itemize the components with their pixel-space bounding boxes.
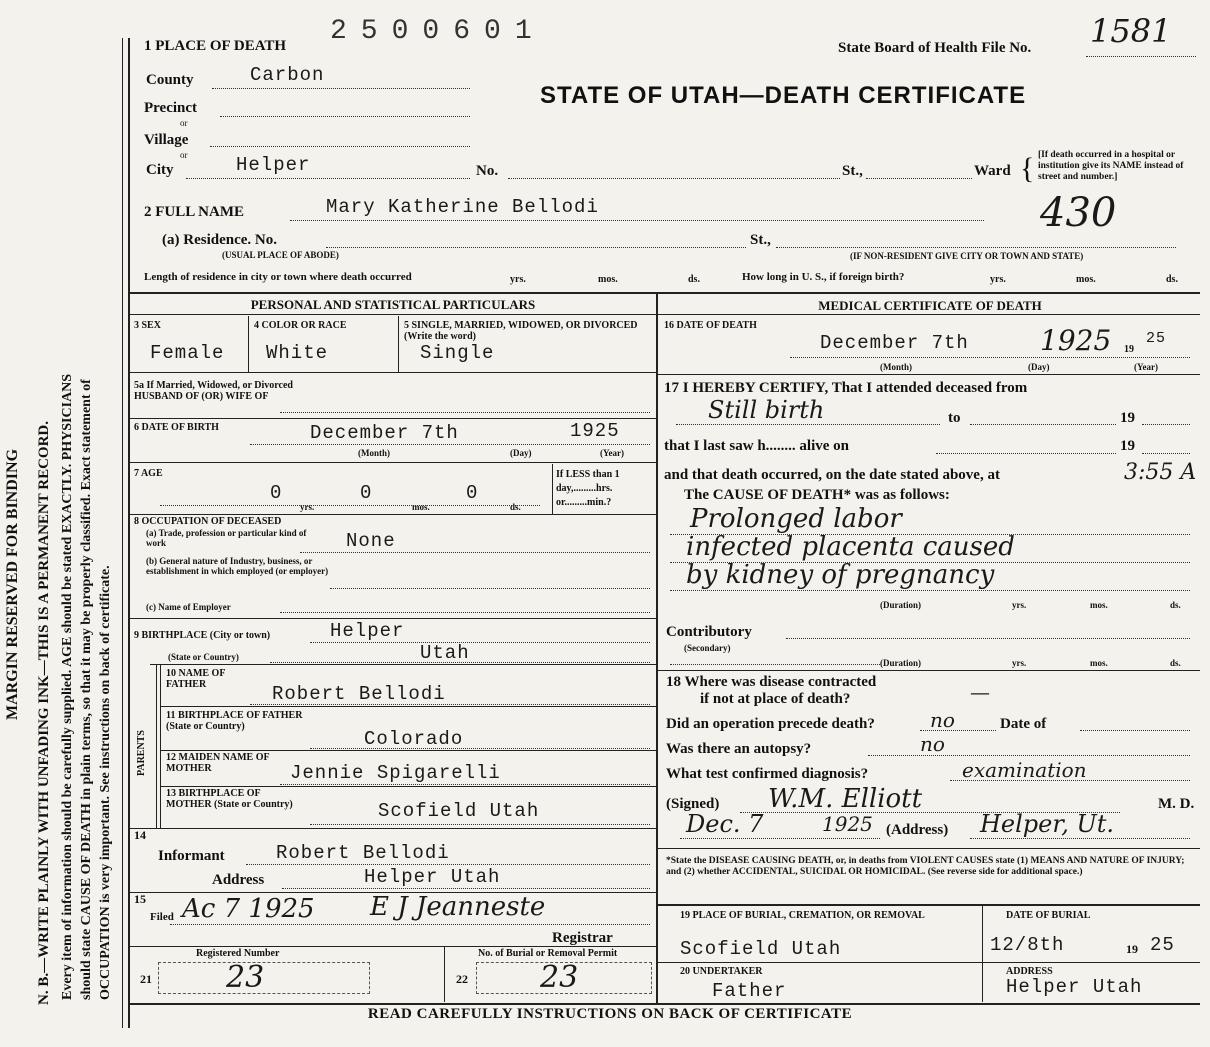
- last-saw-label: that I last saw h........ alive on: [664, 438, 850, 454]
- last-saw-line: [936, 453, 1116, 454]
- contributory-duration-label: (Duration): [880, 658, 921, 668]
- father-row-line: [160, 706, 656, 707]
- age-line: [160, 505, 540, 506]
- occupation-a-label: (a) Trade, profession or particular kind of work: [146, 528, 307, 548]
- mother-value: Jennie Spigarelli: [290, 762, 501, 784]
- mother-birthplace-value: Scofield Utah: [378, 800, 540, 822]
- dob-month-day: December 7th: [310, 422, 459, 444]
- row-5-line: [130, 372, 656, 373]
- informant-address-line: [282, 888, 650, 889]
- ward-note: [If death occurred in a hospital or institution give its NAME instead of street and number.]: [1038, 150, 1184, 182]
- us-mos: mos.: [1076, 274, 1096, 285]
- attended-from-value: Still birth: [708, 396, 825, 424]
- medical-title-line: [658, 314, 1200, 315]
- dob-year-caption: (Year): [600, 448, 624, 458]
- us-ds: ds.: [1166, 274, 1178, 285]
- upper-section-divider: [130, 292, 1200, 294]
- marital-value: Single: [420, 342, 495, 364]
- burial-place-value: Scofield Utah: [680, 938, 842, 960]
- operation-date-line: [1080, 730, 1190, 731]
- mother-birthplace-label: 13 BIRTHPLACE OF MOTHER (State or Country): [166, 788, 293, 810]
- precinct-line: [220, 116, 470, 117]
- left-border-line: [128, 38, 130, 1028]
- disease-contracted-label-2: if not at place of death?: [700, 691, 851, 707]
- attended-from-line: [676, 424, 940, 425]
- disease-contracted-label: 18 Where was disease contracted: [666, 674, 877, 690]
- informant-label: Informant: [158, 848, 225, 864]
- full-name-label: 2 FULL NAME: [144, 204, 245, 220]
- test-confirmed-label: What test confirmed diagnosis?: [666, 766, 869, 782]
- dob-day-caption: (Day): [510, 448, 532, 458]
- burial-place-label: 19 PLACE OF BURIAL, CREMATION, OR REMOVAL: [680, 910, 925, 921]
- us-residence-label: How long in U. S., if foreign birth?: [742, 271, 905, 283]
- birthplace-city: Helper: [330, 620, 405, 642]
- burial-century: 19: [1126, 942, 1138, 956]
- sex-label: 3 SEX: [134, 320, 161, 331]
- binding-margin-note: MARGIN RESERVED FOR BINDING: [4, 448, 21, 720]
- race-marital-divider: [398, 316, 399, 372]
- autopsy-value: no: [920, 732, 945, 756]
- test-confirmed-value: examination: [962, 758, 1087, 782]
- age-years: 0: [270, 482, 283, 504]
- last-saw-year-line: [1142, 453, 1190, 454]
- margin-instruction-3: should state CAUSE OF DEATH in plain terms, so that it may be properly classified. Exact statement of: [79, 379, 94, 1000]
- medical-section-title: MEDICAL CERTIFICATE OF DEATH: [818, 298, 1042, 313]
- physician-address-line: [970, 838, 1190, 839]
- city-value: Helper: [236, 154, 311, 176]
- attended-to-year-line: [1142, 424, 1190, 425]
- father-birthplace-label: 11 BIRTHPLACE OF FATHER (State or Country): [166, 710, 303, 732]
- cause-duration-mos: mos.: [1090, 600, 1108, 610]
- certificate-number: 2500601: [330, 16, 546, 47]
- date-of-death-year-typed: 25: [1146, 330, 1167, 347]
- mother-row-line: [160, 786, 656, 787]
- cause-duration-label: (Duration): [880, 600, 921, 610]
- street-number-line: [508, 178, 840, 179]
- date-of-death-label: 16 DATE OF DEATH: [664, 320, 757, 331]
- age-yrs-caption: yrs.: [300, 502, 315, 512]
- occupation-b-line: [330, 588, 650, 589]
- us-yrs: yrs.: [990, 274, 1006, 285]
- birthplace-state-label: (State or Country): [168, 652, 239, 662]
- ward-brace: {: [1020, 152, 1035, 185]
- undertaker-value: Father: [712, 980, 787, 1002]
- certificate-title: STATE OF UTAH—DEATH CERTIFICATE: [540, 82, 1027, 109]
- full-name-value: Mary Katherine Bellodi: [326, 196, 599, 218]
- race-value: White: [266, 342, 329, 364]
- age-months: 0: [360, 482, 373, 504]
- county-line: [212, 88, 470, 89]
- ward-number-value: 430: [1040, 190, 1117, 236]
- item-14-number: 14: [134, 828, 146, 842]
- operation-label: Did an operation precede death?: [666, 716, 875, 732]
- registrar-label: Registrar: [552, 930, 613, 946]
- test-confirmed-line: [950, 780, 1190, 781]
- father-line: [250, 704, 650, 705]
- bottom-border-line: [130, 1003, 1200, 1005]
- residence-ds: ds.: [688, 274, 700, 285]
- street-number-label: No.: [476, 163, 499, 179]
- full-name-line: [290, 220, 984, 221]
- mother-label: 12 MAIDEN NAME OF MOTHER: [166, 752, 270, 774]
- parents-label: PARENTS: [136, 730, 147, 776]
- burial-top-line: [658, 904, 1200, 906]
- mother-birthplace-line: [310, 824, 650, 825]
- residence-mos: mos.: [598, 274, 618, 285]
- informant-value: Robert Bellodi: [276, 842, 450, 864]
- cause-line-2: infected placenta caused: [686, 532, 1015, 562]
- dod-month-caption: (Month): [880, 362, 912, 372]
- attended-to-label: to: [948, 410, 961, 426]
- age-label: 7 AGE: [134, 468, 163, 479]
- center-column-divider: [656, 294, 658, 1004]
- death-occurred-label: and that death occurred, on the date stated above, at: [664, 467, 1000, 483]
- cause-of-death-label: The CAUSE OF DEATH* was as follows:: [684, 487, 950, 503]
- personal-title-line: [130, 314, 656, 315]
- age-ds-caption: ds.: [510, 502, 521, 512]
- dod-day-caption: (Day): [1028, 362, 1050, 372]
- contributory-line: [786, 638, 1190, 639]
- file-number-label: State Board of Health File No.: [838, 40, 1032, 56]
- abode-note: (USUAL PLACE OF ABODE): [222, 250, 339, 260]
- undertaker-address-value: Helper Utah: [1006, 976, 1143, 998]
- non-resident-note: (IF NON-RESIDENT GIVE CITY OR TOWN AND STATE): [850, 251, 1084, 261]
- cause-line-3-rule: [670, 590, 1190, 591]
- autopsy-line: [868, 755, 1190, 756]
- physician-address: Helper, Ut.: [980, 810, 1114, 838]
- informant-address-value: Helper Utah: [364, 866, 501, 888]
- sex-race-divider: [248, 316, 249, 372]
- dob-month-caption: (Month): [358, 448, 390, 458]
- village-label: Village: [144, 132, 189, 148]
- burial-permit-label: No. of Burial or Removal Permit: [478, 948, 618, 959]
- parents-bottom-line: [130, 828, 656, 829]
- date-of-death-month-day: December 7th: [820, 332, 969, 354]
- race-label: 4 COLOR OR RACE: [254, 320, 347, 331]
- burial-permit-value: 23: [540, 960, 579, 995]
- filed-label: Filed: [150, 911, 174, 923]
- city-label: City: [146, 162, 174, 178]
- residence-label: (a) Residence. No.: [162, 232, 277, 248]
- disease-contracted-value: —: [970, 680, 990, 704]
- undertaker-address-label: ADDRESS: [1006, 966, 1053, 977]
- less-than-day-label: If LESS than 1 day,.........hrs. or.........min.?: [556, 469, 620, 508]
- sign-date: Dec. 7: [686, 810, 764, 838]
- occupation-value: None: [346, 530, 396, 552]
- undertaker-label: 20 UNDERTAKER: [680, 966, 763, 977]
- row-9-line: [150, 664, 656, 665]
- residence-street-label: St.,: [750, 232, 771, 248]
- left-border-line-inner: [122, 38, 123, 1028]
- place-of-death-label: 1 PLACE OF DEATH: [144, 38, 287, 54]
- parents-inner-line: [160, 664, 161, 828]
- cause-footnote: *State the DISEASE CAUSING DEATH, or, in deaths from VIOLENT CAUSES state (1) MEANS AND NATURE OF INJURY; and (2) whether ACCIDENTAL, SUICIDAL OR HOMICIDAL. (See reverse side for additional space.): [666, 856, 1185, 877]
- birthplace-state: Utah: [420, 642, 470, 664]
- date-of-death-century: 19: [1124, 344, 1134, 355]
- physician-signature: W.M. Elliott: [768, 784, 923, 814]
- residence-line: [326, 247, 746, 248]
- time-of-death: 3:55 A: [1124, 460, 1197, 485]
- certify-statement: 17 I HEREBY CERTIFY, That I attended deceased from: [664, 380, 1028, 396]
- contributory-line-2: [670, 664, 880, 665]
- row-17-line: [658, 670, 1200, 671]
- row-5a-line: [130, 418, 656, 419]
- father-value: Robert Bellodi: [272, 683, 446, 705]
- file-number-line: [1086, 56, 1196, 57]
- burial-date-label: DATE OF BURIAL: [1006, 910, 1091, 921]
- contributory-duration-ds: ds.: [1170, 658, 1181, 668]
- autopsy-label: Was there an autopsy?: [666, 741, 812, 757]
- row-18-line: [658, 848, 1200, 849]
- spouse-label: 5a If Married, Widowed, or Divorced HUSBAND OF (OR) WIFE OF: [134, 380, 293, 402]
- or-text-1: or: [180, 118, 188, 128]
- occupation-a-line: [300, 552, 650, 553]
- row-16-line: [658, 374, 1200, 375]
- cause-duration-ds: ds.: [1170, 600, 1181, 610]
- row-7-line: [130, 514, 656, 515]
- father-birthplace-row-line: [160, 750, 656, 751]
- row-8-line: [130, 618, 656, 619]
- item-22-number: 22: [456, 972, 468, 986]
- last-saw-century: 19: [1120, 438, 1135, 454]
- registered-number-label: Registered Number: [196, 948, 280, 959]
- sign-date-line: [680, 838, 880, 839]
- filed-line: [170, 924, 650, 925]
- marital-label: 5 SINGLE, MARRIED, WIDOWED, OR DIVORCED (Write the word): [404, 320, 638, 342]
- margin-instruction-2: Every item of information should be carefully supplied. AGE should be stated EXACTLY. PHYSICIANS: [60, 373, 75, 1000]
- employer-line: [280, 612, 650, 613]
- parents-left-line: [156, 664, 157, 828]
- dob-year: 1925: [570, 420, 620, 442]
- sex-value: Female: [150, 342, 225, 364]
- or-text-2: or: [180, 150, 188, 160]
- ward-label: Ward: [974, 163, 1011, 179]
- row-15-line: [130, 946, 656, 947]
- physician-address-label: (Address): [886, 822, 949, 838]
- occupation-label: 8 OCCUPATION OF DECEASED: [134, 516, 282, 527]
- employer-label: (c) Name of Employer: [146, 602, 231, 612]
- item-21-number: 21: [140, 972, 152, 986]
- precinct-label: Precinct: [144, 100, 198, 116]
- cause-line-1: Prolonged labor: [690, 504, 902, 534]
- operation-line: [920, 730, 996, 731]
- registered-number-value: 23: [226, 960, 265, 995]
- reg-burial-divider: [444, 946, 445, 1002]
- attended-to-century: 19: [1120, 410, 1135, 426]
- birthplace-city-line: [310, 642, 650, 643]
- burial-divider: [982, 906, 983, 1002]
- county-label: County: [146, 72, 194, 88]
- signed-label: (Signed): [666, 796, 720, 812]
- birthplace-state-line: [270, 662, 650, 663]
- contributory-duration-yrs: yrs.: [1012, 658, 1027, 668]
- street-line: [866, 178, 972, 179]
- residence-yrs: yrs.: [510, 274, 526, 285]
- village-line: [210, 146, 470, 147]
- father-label: 10 NAME OF FATHER: [166, 668, 226, 690]
- dob-label: 6 DATE OF BIRTH: [134, 422, 219, 433]
- operation-value: no: [930, 708, 955, 732]
- secondary-label: (Secondary): [684, 643, 731, 653]
- father-birthplace-line: [310, 748, 650, 749]
- burial-year: 25: [1150, 934, 1175, 956]
- informant-address-label: Address: [212, 872, 265, 888]
- contributory-duration-mos: mos.: [1090, 658, 1108, 668]
- city-line: [186, 178, 470, 179]
- mother-line: [280, 784, 650, 785]
- md-label: M. D.: [1158, 796, 1195, 812]
- margin-instruction-1: N. B.—WRITE PLAINLY WITH UNFADING INK—THIS IS A PERMANENT RECORD.: [36, 421, 52, 1005]
- operation-date-label: Date of: [1000, 716, 1047, 732]
- cause-duration-yrs: yrs.: [1012, 600, 1027, 610]
- personal-section-title: PERSONAL AND STATISTICAL PARTICULARS: [250, 297, 536, 312]
- father-birthplace-value: Colorado: [364, 728, 464, 750]
- file-number-value: 1581: [1090, 12, 1172, 50]
- dod-year-caption: (Year): [1134, 362, 1158, 372]
- age-mos-caption: mos.: [412, 502, 430, 512]
- age-days: 0: [466, 482, 479, 504]
- sign-year: 1925: [822, 812, 873, 836]
- margin-instruction-4: OCCUPATION is very important. See instructions on back of certificate.: [98, 565, 113, 1000]
- filed-date: Ac 7 1925: [182, 894, 315, 924]
- attended-to-line: [970, 424, 1116, 425]
- informant-line: [246, 864, 650, 865]
- spouse-line: [280, 412, 650, 413]
- burial-middle-line: [658, 962, 1200, 963]
- birthplace-label: 9 BIRTHPLACE (City or town): [134, 630, 271, 641]
- contributory-label: Contributory: [666, 624, 752, 640]
- footer-instructions: READ CAREFULLY INSTRUCTIONS ON BACK OF CERTIFICATE: [367, 1006, 853, 1022]
- county-value: Carbon: [250, 64, 325, 86]
- burial-date-value: 12/8th: [990, 934, 1065, 956]
- registrar-signature: E J Jeanneste: [370, 892, 546, 922]
- cause-line-3: by kidney of pregnancy: [686, 560, 995, 590]
- item-15-number: 15: [134, 892, 146, 906]
- age-less-divider: [552, 464, 553, 514]
- date-of-death-line: [790, 357, 1190, 358]
- date-of-death-year-handwritten: 1925: [1040, 324, 1112, 357]
- length-of-residence-label: Length of residence in city or town where death occurred: [144, 271, 412, 283]
- row-6-line: [130, 462, 656, 463]
- dob-line: [250, 444, 650, 445]
- residence-street-line: [776, 247, 1176, 248]
- street-label: St.,: [842, 163, 863, 179]
- occupation-b-label: (b) General nature of Industry, business, or establishment in which employed (or employer): [146, 556, 329, 576]
